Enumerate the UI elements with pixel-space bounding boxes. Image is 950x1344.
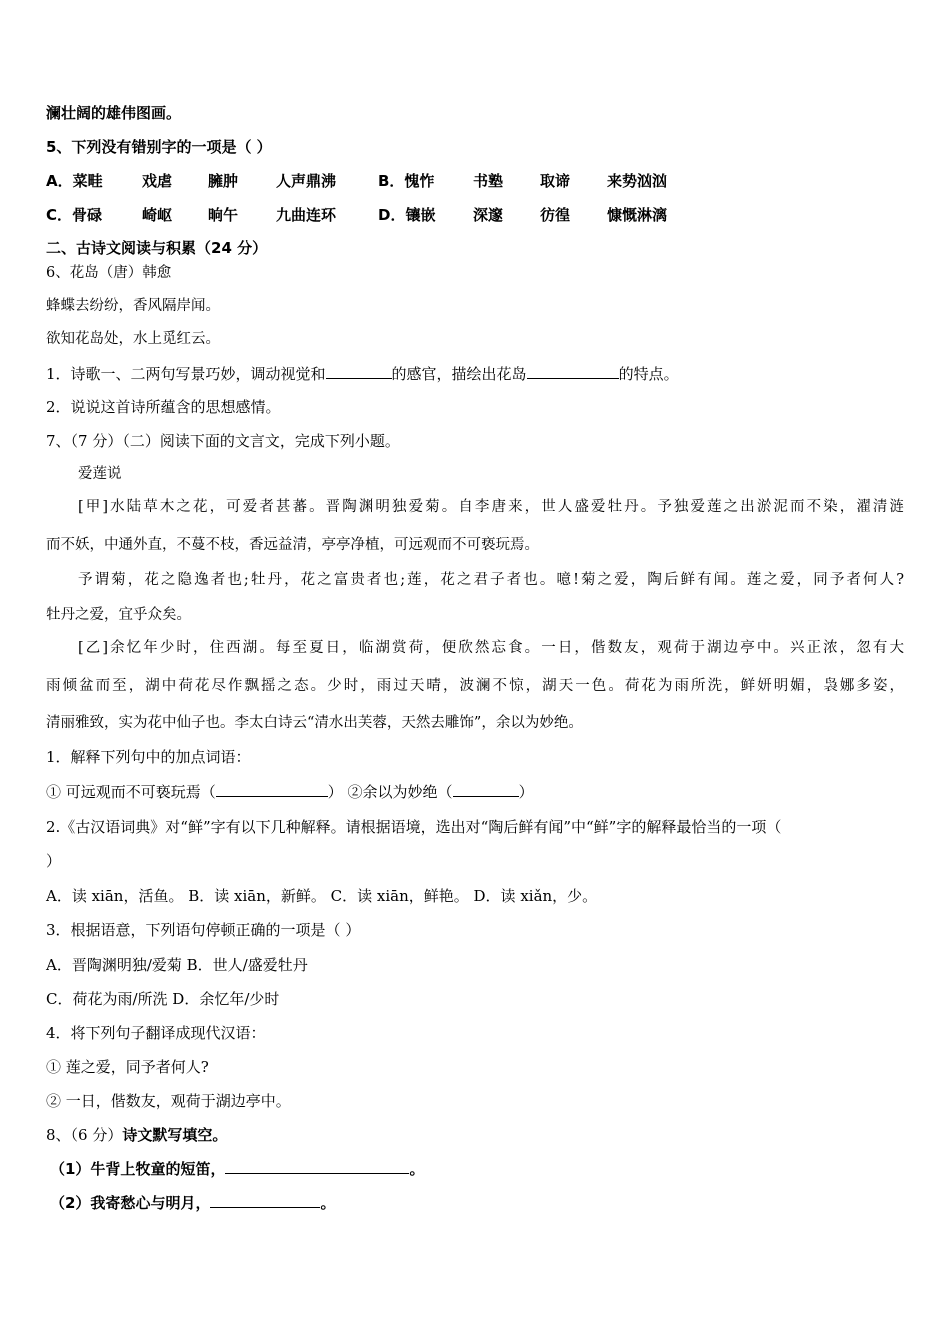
q7-s2-options: A．读 xiān，活鱼。 B．读 xiān，新鲜。 C．读 xiān，鲜艳。 D．读 xiǎn，少。 bbox=[46, 887, 598, 905]
answer-blank[interactable] bbox=[225, 1158, 409, 1174]
q7-subquestion-2-tail: ） bbox=[46, 852, 62, 870]
passage-line: 而不妖，中通外直，不蔓不枝，香远益清，亭亭净植，可远观而不可亵玩焉。 bbox=[46, 537, 539, 553]
q5-word: 书塾 bbox=[473, 172, 504, 190]
q5-option-a[interactable]: A．菜畦 bbox=[46, 172, 103, 190]
q6-subquestion-2: 2．说说这首诗所蕴含的思想感情。 bbox=[46, 398, 281, 416]
q5-stem: 5、下列没有错别字的一项是（ ） bbox=[46, 138, 272, 156]
section-heading: 二、古诗文阅读与积累（24 分） bbox=[46, 239, 268, 257]
q5-word: 彷徨 bbox=[540, 206, 571, 224]
q8-l1-end: 。 bbox=[409, 1160, 425, 1178]
q7-stem: 7、（7 分）（二）阅读下面的文言文，完成下列小题。 bbox=[46, 432, 400, 450]
item-text: ） bbox=[518, 783, 534, 801]
item-text: ） ②余以为妙绝（ bbox=[327, 783, 453, 801]
q6-title: 6、花岛（唐）韩愈 bbox=[46, 265, 172, 281]
q6-subquestion-1 bbox=[46, 363, 679, 384]
q8-line-2 bbox=[50, 1192, 335, 1213]
q7-s3-options-ab: A．晋陶渊明独/爱菊 B．世人/盛爱牡丹 bbox=[46, 956, 308, 974]
q5-word: 人声鼎沸 bbox=[276, 172, 337, 190]
poem-line-1: 蜂蝶去纷纷，香风隔岸闻。 bbox=[46, 298, 220, 314]
q7-s3-options-cd: C．荷花为雨/所洗 D．余忆年/少时 bbox=[46, 990, 280, 1008]
q5-word: 深邃 bbox=[473, 206, 504, 224]
q8-line-1 bbox=[50, 1158, 424, 1179]
q5-word: 臃肿 bbox=[208, 172, 239, 190]
q7-s1-items bbox=[46, 781, 534, 802]
q7-s4-item-1: ① 莲之爱，同予者何人? bbox=[46, 1058, 209, 1076]
answer-blank[interactable] bbox=[527, 363, 619, 379]
passage-line: [甲]水陆草木之花，可爱者甚蕃。晋陶渊明独爱菊。自李唐来，世人盛爱牡丹。予独爱莲之出淤泥而不染，濯清涟 bbox=[78, 499, 904, 515]
q8-l1-text: （1）牛背上牧童的短笛， bbox=[50, 1160, 226, 1178]
q7-s4-item-2: ② 一日，偕数友，观荷于湖边亭中。 bbox=[46, 1092, 291, 1110]
q5-option-b[interactable]: B．愧怍 bbox=[378, 172, 435, 190]
q5-word: 取谛 bbox=[540, 172, 571, 190]
answer-blank[interactable] bbox=[216, 781, 328, 797]
q6-s1-text-b: 的感官，描绘出花岛 bbox=[391, 365, 527, 383]
q5-word: 戏虐 bbox=[142, 172, 173, 190]
answer-blank[interactable] bbox=[453, 781, 519, 797]
q5-word: 慷慨淋漓 bbox=[607, 206, 668, 224]
q5-word: 晌午 bbox=[208, 206, 239, 224]
q5-option-d[interactable]: D．镶嵌 bbox=[378, 206, 436, 224]
q8-l2-end: 。 bbox=[320, 1194, 336, 1212]
q8-stem bbox=[46, 1125, 227, 1145]
q8-title: 诗文默写填空。 bbox=[122, 1126, 228, 1144]
q7-subquestion-4: 4．将下列句子翻译成现代汉语： bbox=[46, 1024, 266, 1042]
q6-s1-text-a: 1．诗歌一、二两句写景巧妙，调动视觉和 bbox=[46, 365, 326, 383]
q7-subquestion-2: 2.《古汉语词典》对“鲜”字有以下几种解释。请根据语境，选出对“陶后鲜有闻”中“鲜”字的解释最恰当的一项（ bbox=[46, 818, 782, 836]
q4-tail: 澜壮阔的雄伟图画。 bbox=[46, 104, 182, 122]
passage-line: 清丽雅致，实为花中仙子也。李太白诗云“清水出芙蓉，天然去雕饰”，余以为妙绝。 bbox=[46, 715, 583, 731]
passage-title: 爱莲说 bbox=[78, 466, 122, 482]
q7-subquestion-3: 3．根据语意，下列语句停顿正确的一项是（ ） bbox=[46, 921, 361, 939]
q5-word: 九曲连环 bbox=[276, 206, 337, 224]
q5-word: 崎岖 bbox=[142, 206, 173, 224]
passage-line: 牡丹之爱，宜乎众矣。 bbox=[46, 607, 191, 623]
passage-line: 雨倾盆而至，湖中荷花尽作飘摇之态。少时，雨过天晴，波澜不惊，湖天一色。荷花为雨所洗，鲜妍明媚，袅娜多姿， bbox=[46, 678, 904, 694]
q5-option-c[interactable]: C．骨碌 bbox=[46, 206, 103, 224]
passage-line: [乙]余忆年少时，住西湖。每至夏日，临湖赏荷，便欣然忘食。一日，偕数友，观荷于湖边亭中。兴正浓，忽有大 bbox=[78, 640, 904, 656]
passage-line: 予谓菊，花之隐逸者也;牡丹，花之富贵者也;莲，花之君子者也。噫!菊之爱，陶后鲜有闻。莲之爱，同予者何人? bbox=[78, 572, 904, 588]
q6-s1-text-c: 的特点。 bbox=[618, 365, 679, 383]
item-text: ① 可远观而不可亵玩焉（ bbox=[46, 783, 216, 801]
q5-word: 来势汹汹 bbox=[607, 172, 668, 190]
poem-line-2: 欲知花岛处，水上觅红云。 bbox=[46, 331, 220, 347]
q8-l2-text: （2）我寄愁心与明月， bbox=[50, 1194, 211, 1212]
answer-blank[interactable] bbox=[210, 1192, 320, 1208]
q7-subquestion-1: 1．解释下列句中的加点词语： bbox=[46, 748, 251, 766]
answer-blank[interactable] bbox=[326, 363, 392, 379]
q8-score: 8、（6 分） bbox=[46, 1126, 123, 1144]
